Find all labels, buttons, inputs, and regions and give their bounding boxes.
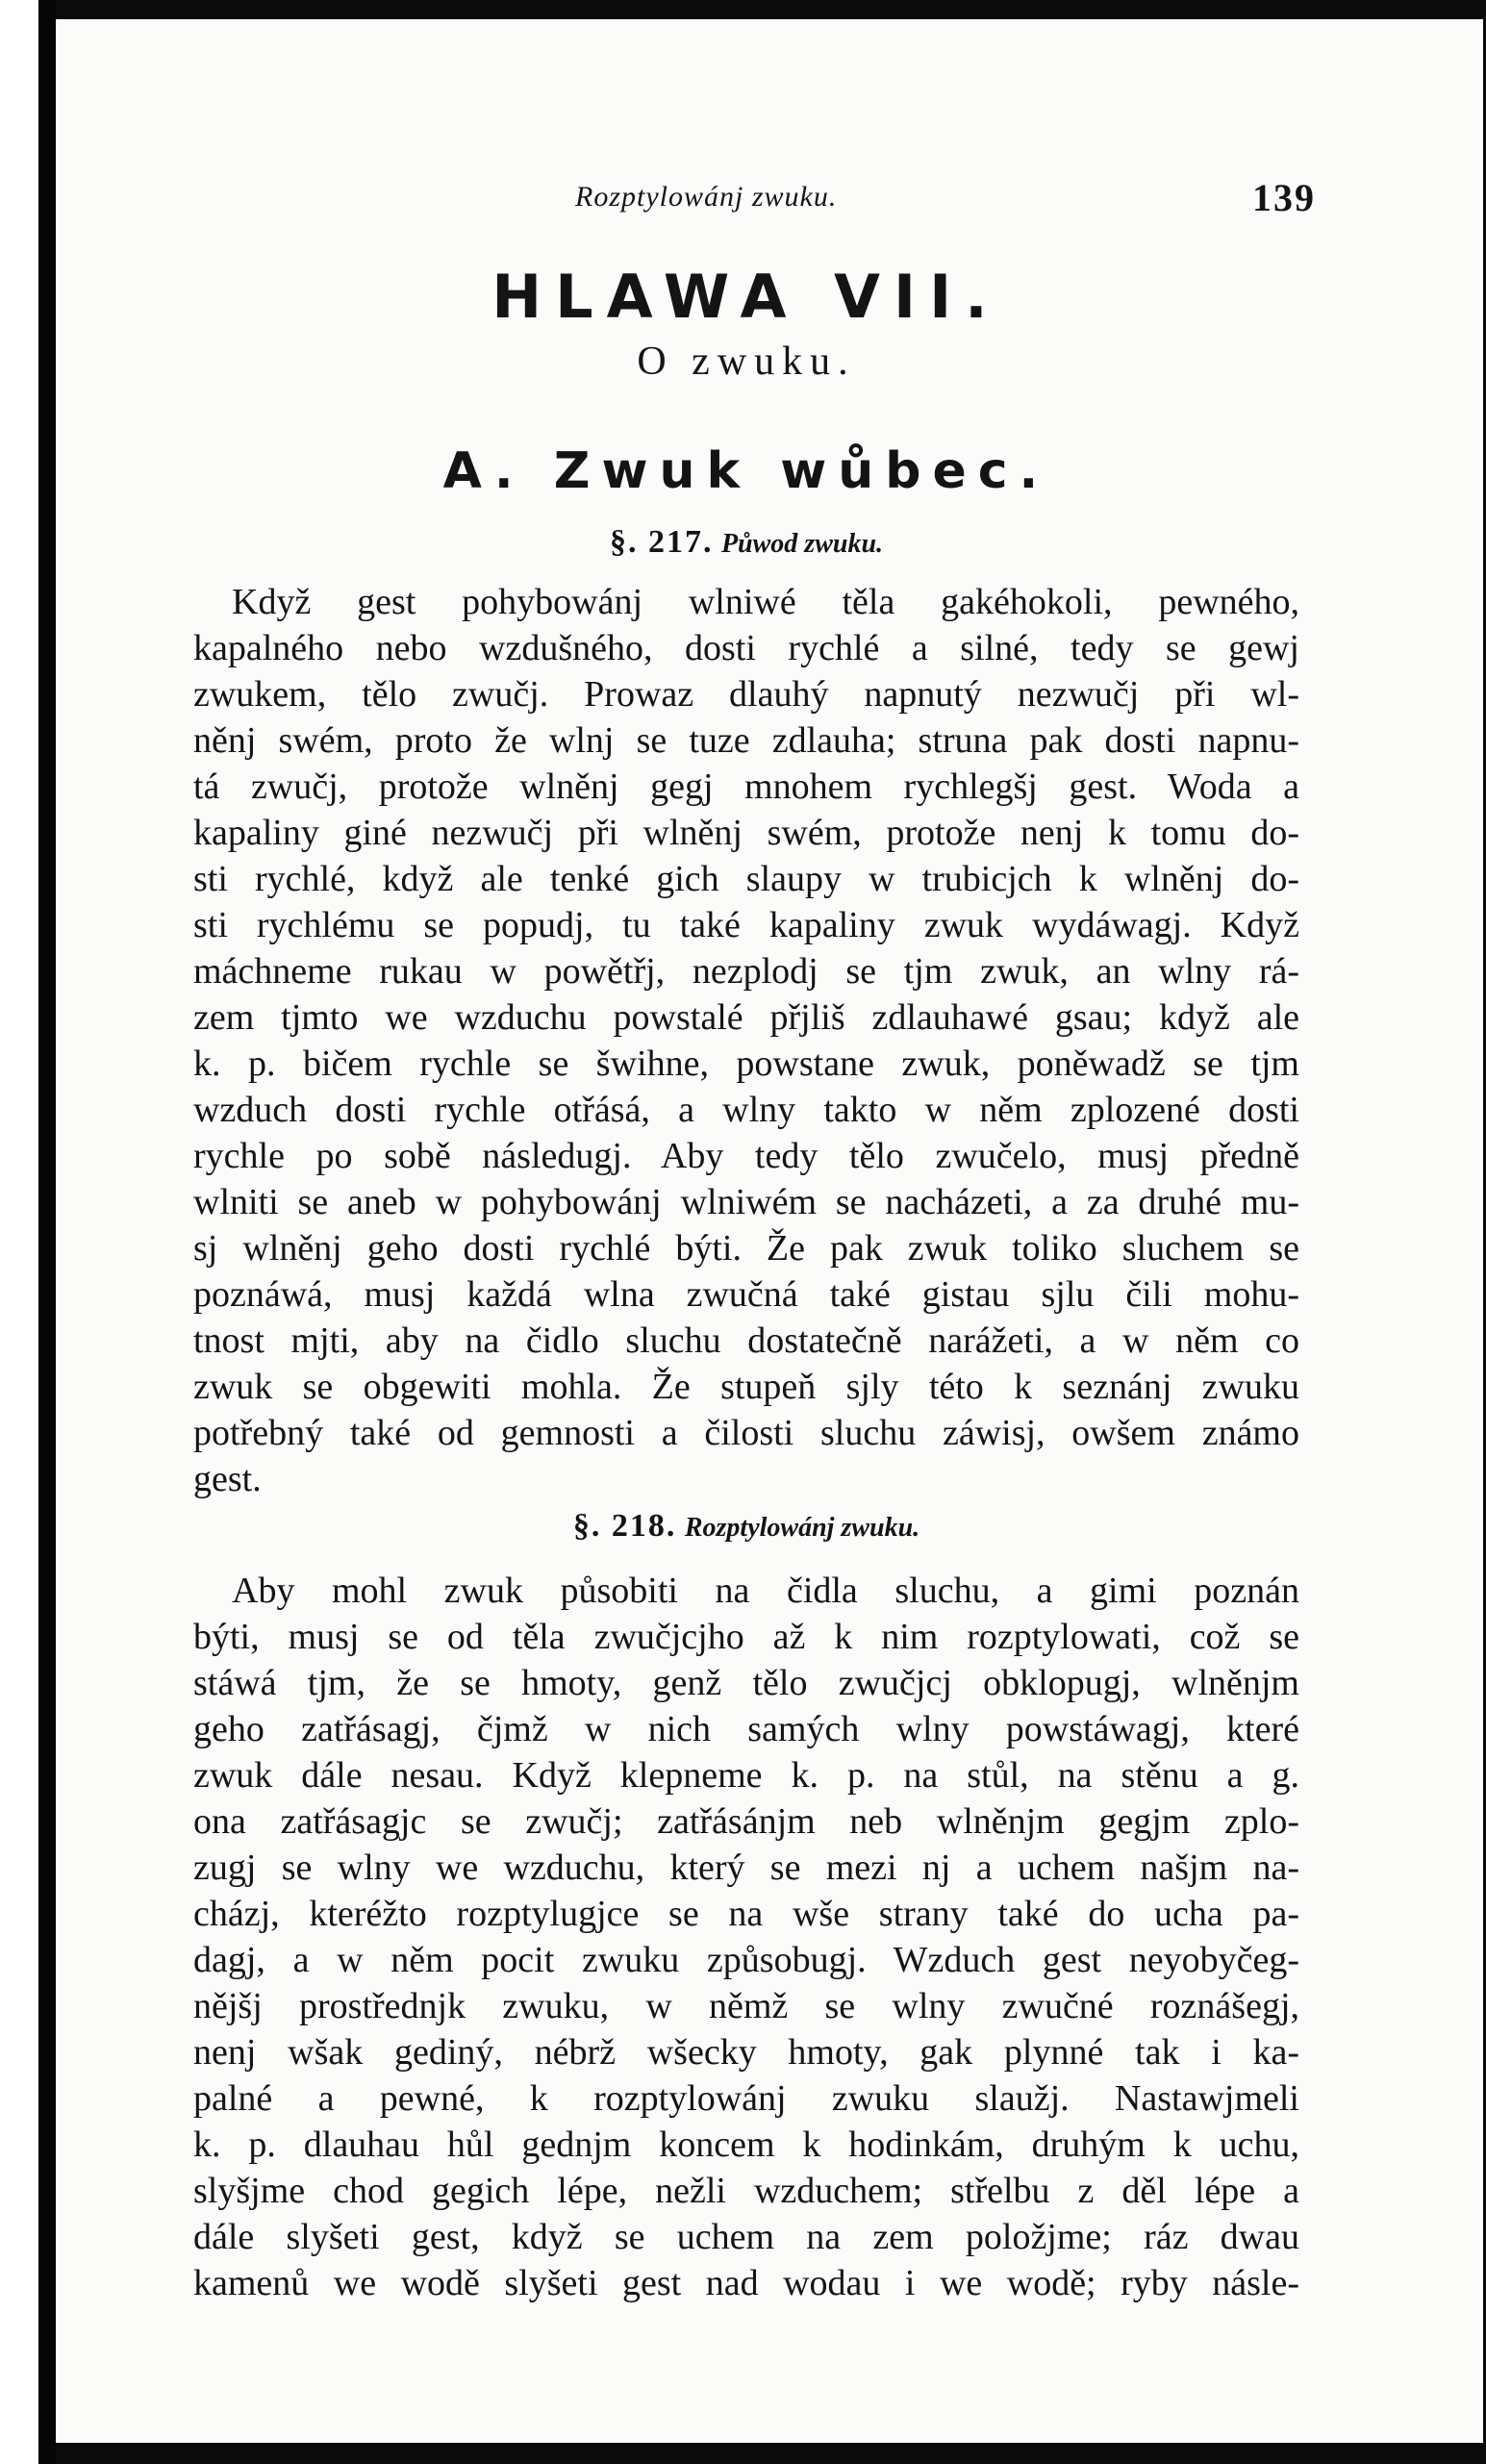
text-line: Když gest pohybowánj wlniwé těla gakéhokoli, pewného, <box>232 582 1299 622</box>
text-line: máchneme rukau w powětřj, nezplodj se tjm zwuk, an wlny rá- <box>193 951 1299 992</box>
text-line: dagj, a w něm pocit zwuku způsobugj. Wzduch gest neyobyčeg- <box>193 1940 1299 1980</box>
text-line: stáwá tjm, že se hmoty, genž tělo zwučjcj obklopugj, wlněnjm <box>193 1663 1299 1703</box>
text-line: zem tjmto we wzduchu powstalé přjliš zdlauhawé gsau; když ale <box>193 997 1299 1038</box>
paragraph-218-heading <box>193 1508 1299 1545</box>
paragraph-218-number: §. 218. <box>572 1508 677 1544</box>
scan-margin-left <box>0 0 38 2464</box>
text-line: zwuk se obgewiti mohla. Že stupeň sjly této k seznánj zwuku <box>193 1367 1299 1407</box>
text-line: ona zatřásagjc se zwučj; zatřásánjm neb wlněnjm gegjm zplo- <box>193 1801 1299 1842</box>
text-line: palné a pewné, k rozptylowánj zwuku slaužj. Nastawjmeli <box>193 2078 1299 2119</box>
text-line: poznáwá, musj každá wlna zwučná také gistau sjlu čili mohu- <box>193 1274 1299 1315</box>
text-line: potřebný také od gemnosti a čilosti sluchu záwisj, owšem známo <box>193 1413 1299 1453</box>
text-line: zugj se wlny we wzduchu, který se mezi nj a uchem našjm na- <box>193 1848 1299 1888</box>
running-head <box>508 176 1316 229</box>
text-line: cházj, kteréžto rozptylugjce se na wše strany také do ucha pa- <box>193 1894 1299 1934</box>
book-page <box>56 19 1483 2443</box>
text-line: slyšjme chod gegich lépe, nežli wzduchem; střelbu z děl lépe a <box>193 2171 1299 2211</box>
text-line: tá zwučj, protože wlněnj gegj mnohem rychlegšj gest. Woda a <box>193 767 1299 807</box>
chapter-subtitle: O zwuku. <box>637 339 856 384</box>
text-line: tnost mjti, aby na čidlo sluchu dostatečně narážeti, a w něm co <box>193 1320 1299 1361</box>
text-line: nenj wšak gediný, nébrž wšecky hmoty, gak plynné tak i ka- <box>193 2032 1299 2073</box>
text-line: gest. <box>193 1459 262 1499</box>
text-line: sti rychlému se popudj, tu také kapaliny zwuk wydáwagj. Když <box>193 905 1299 945</box>
text-line: zwuk dále nesau. Když klepneme k. p. na stůl, na stěnu a g. <box>193 1755 1299 1796</box>
text-line: kamenů we wodě slyšeti gest nad wodau i we wodě; ryby násle- <box>193 2263 1299 2303</box>
chapter-heading: HLAWA VII. <box>491 262 1001 332</box>
text-line: rychle po sobě následugj. Aby tedy tělo zwučelo, musj předně <box>193 1136 1299 1176</box>
text-line: k. p. dlauhau hůl gednjm koncem k hodinkám, druhým k uchu, <box>193 2125 1299 2165</box>
text-line: nějšj prostřednjk zwuku, w němž se wlny zwučné roznášegj, <box>193 1986 1299 2026</box>
text-line: zwukem, tělo zwučj. Prowaz dlauhý napnutý nezwučj při wl- <box>193 674 1299 715</box>
text-line: býti, musj se od těla zwučjcjho až k nim rozptylowati, což se <box>193 1617 1299 1657</box>
paragraph-218-title: Rozptylowánj zwuku. <box>684 1513 920 1543</box>
text-line: wzduch dosti rychle otřásá, a wlny takto w něm zplozené dosti <box>193 1090 1299 1130</box>
scan-gutter <box>38 0 56 2464</box>
paragraph-217-heading <box>193 524 1299 561</box>
paragraph-217-title: Půwod zwuku. <box>720 529 884 559</box>
text-line: něnj swém, proto že wlnj se tuze zdlauha; struna pak dosti napnu- <box>193 720 1299 761</box>
paragraph-217-number: §. 217. <box>609 524 714 560</box>
text-line: k. p. bičem rychle se šwihne, powstane zwuk, poněwadž se tjm <box>193 1043 1299 1084</box>
text-line: wlniti se aneb w pohybowánj wlniwém se nacházeti, a za druhé mu- <box>193 1182 1299 1222</box>
section-heading: A. Zwuk wůbec. <box>442 442 1050 500</box>
text-line: sti rychlé, když ale tenké gich slaupy w trubicjch k wlněnj do- <box>193 859 1299 899</box>
text-line: kapaliny giné nezwučj při wlněnj swém, protože nenj k tomu do- <box>193 813 1299 853</box>
text-line: kapalného nebo wzdušného, dosti rychlé a silné, tedy se gewj <box>193 628 1299 668</box>
running-head-title: Rozptylowánj zwuku. <box>575 181 838 213</box>
text-line: Aby mohl zwuk působiti na čidla sluchu, a gimi poznán <box>232 1571 1299 1611</box>
text-line: dále slyšeti gest, když se uchem na zem položjme; ráz dwau <box>193 2217 1299 2257</box>
text-line: sj wlněnj geho dosti rychlé býti. Že pak zwuk toliko sluchem se <box>193 1228 1299 1269</box>
text-line: geho zatřásagj, čjmž w nich samých wlny powstáwagj, které <box>193 1709 1299 1749</box>
page-number: 139 <box>1252 176 1316 219</box>
